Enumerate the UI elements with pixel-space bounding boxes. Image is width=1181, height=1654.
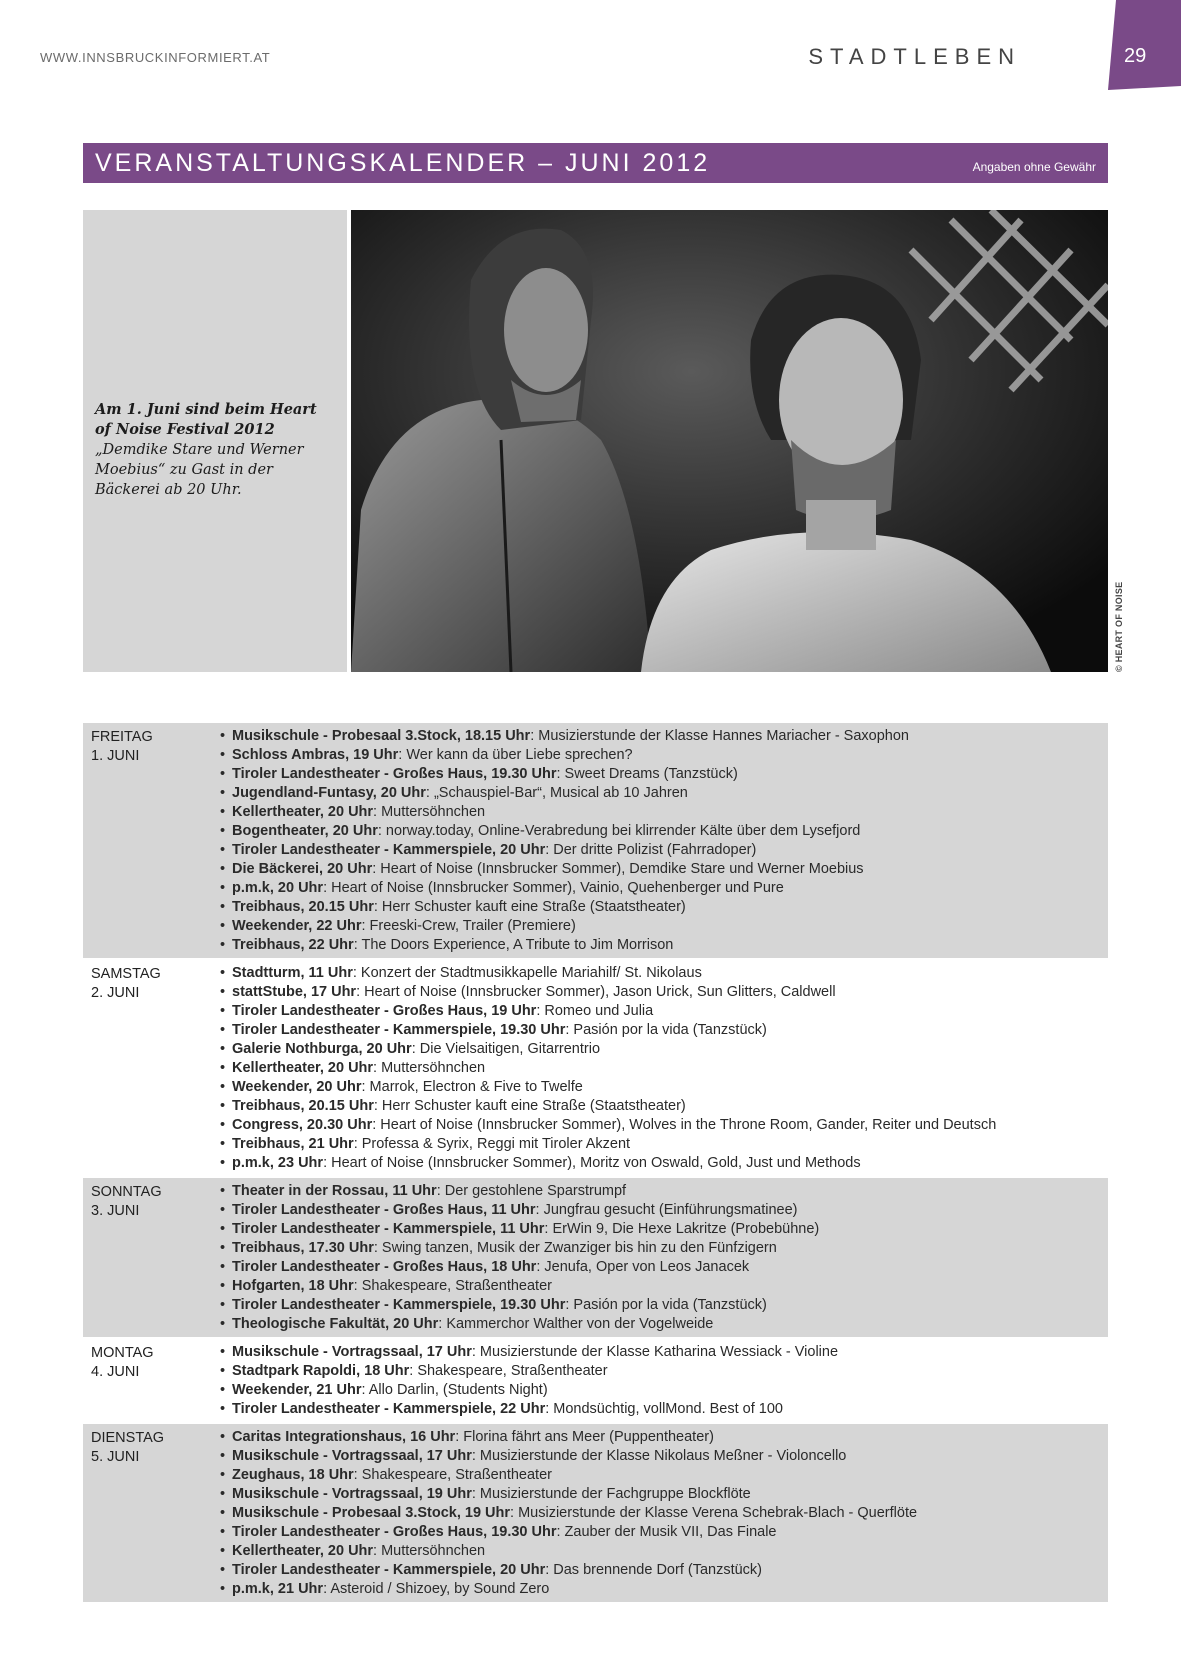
event-venue: Theologische Fakultät, 20 Uhr	[232, 1316, 439, 1332]
event-venue: Tiroler Landestheater - Großes Haus, 19.30 Uhr	[232, 1524, 557, 1540]
event-description: : Asteroid / Shizoey, by Sound Zero	[323, 1581, 550, 1597]
bullet-icon: •	[220, 1117, 226, 1133]
bullet-icon: •	[220, 1543, 226, 1559]
event-venue: Stadtturm, 11 Uhr	[232, 965, 353, 981]
event-description: : Zauber der Musik VII, Das Finale	[556, 1524, 777, 1540]
event-description: : Heart of Noise (Innsbrucker Sommer), Wolves in the Throne Room, Gander, Reiter und Deutsch	[372, 1117, 997, 1133]
event-venue: Kellertheater, 20 Uhr	[232, 804, 374, 820]
event-item	[220, 1220, 1108, 1239]
event-description: : Konzert der Stadtmusikkapelle Mariahilf/ St. Nikolaus	[352, 965, 702, 981]
bullet-icon: •	[220, 1467, 226, 1483]
event-item	[220, 1400, 1108, 1419]
bullet-icon: •	[220, 1316, 226, 1332]
event-description: : Pasión por la vida (Tanzstück)	[565, 1297, 767, 1313]
event-description: : Pasión por la vida (Tanzstück)	[565, 1022, 767, 1038]
event-description: : Das brennende Dorf (Tanzstück)	[545, 1562, 763, 1578]
bullet-icon: •	[220, 766, 226, 782]
bullet-icon: •	[220, 1098, 226, 1114]
event-venue: Zeughaus, 18 Uhr	[232, 1467, 354, 1483]
event-venue: Tiroler Landestheater - Kammerspiele, 20 Uhr	[232, 842, 546, 858]
event-list	[220, 727, 1108, 955]
event-item	[220, 765, 1108, 784]
bullet-icon: •	[220, 728, 226, 744]
event-item	[220, 803, 1108, 822]
day-block	[83, 1178, 1108, 1339]
bullet-icon: •	[220, 1429, 226, 1445]
event-description: : Jenufa, Oper von Leos Janacek	[536, 1259, 750, 1275]
event-description: : Allo Darlin, (Students Night)	[361, 1382, 548, 1398]
weekday: DIENSTAG	[91, 1430, 165, 1446]
event-item	[220, 917, 1108, 936]
event-item	[220, 841, 1108, 860]
event-venue: Jugendland-Funtasy, 20 Uhr	[232, 785, 426, 801]
event-item	[220, 1362, 1108, 1381]
bullet-icon: •	[220, 1155, 226, 1171]
bullet-icon: •	[220, 1448, 226, 1464]
bullet-icon: •	[220, 1505, 226, 1521]
event-item	[220, 1315, 1108, 1334]
event-item	[220, 1116, 1108, 1135]
bullet-icon: •	[220, 965, 226, 981]
day-label	[91, 728, 153, 766]
disclaimer: Angaben ohne Gewähr	[972, 160, 1096, 174]
event-venue: Treibhaus, 20.15 Uhr	[232, 1098, 374, 1114]
event-venue: Congress, 20.30 Uhr	[232, 1117, 373, 1133]
event-item	[220, 1002, 1108, 1021]
event-item	[220, 1078, 1108, 1097]
photo-illustration	[351, 210, 1108, 672]
event-venue: Kellertheater, 20 Uhr	[232, 1060, 374, 1076]
event-venue: Tiroler Landestheater - Großes Haus, 19 Uhr	[232, 1003, 537, 1019]
caption-bold: Am 1. Juni sind beim Heart of Noise Festival 2012	[95, 401, 317, 438]
day-label	[91, 1344, 154, 1382]
event-venue: Musikschule - Probesaal 3.Stock, 18.15 Uhr	[232, 728, 531, 744]
event-description: : Heart of Noise (Innsbrucker Sommer), Vainio, Quehenberger und Pure	[323, 880, 784, 896]
bullet-icon: •	[220, 1202, 226, 1218]
event-item	[220, 1523, 1108, 1542]
calendar-title: VERANSTALTUNGSKALENDER – JUNI 2012	[95, 149, 711, 177]
event-venue: stattStube, 17 Uhr	[232, 984, 357, 1000]
bullet-icon: •	[220, 880, 226, 896]
event-venue: Musikschule - Vortragssaal, 19 Uhr	[232, 1486, 472, 1502]
event-item	[220, 1296, 1108, 1315]
bullet-icon: •	[220, 984, 226, 1000]
date: 1. JUNI	[91, 748, 140, 764]
event-item	[220, 1182, 1108, 1201]
event-description: : Heart of Noise (Innsbrucker Sommer), Jason Urick, Sun Glitters, Caldwell	[356, 984, 836, 1000]
photo-caption-box	[83, 210, 347, 672]
event-description: : Shakespeare, Straßentheater	[353, 1278, 552, 1294]
event-venue: Treibhaus, 17.30 Uhr	[232, 1240, 374, 1256]
date: 5. JUNI	[91, 1449, 140, 1465]
event-description: : Heart of Noise (Innsbrucker Sommer), Moritz von Oswald, Gold, Just und Methods	[323, 1155, 861, 1171]
event-venue: p.m.k, 21 Uhr	[232, 1581, 324, 1597]
event-item	[220, 1154, 1108, 1173]
event-item	[220, 1201, 1108, 1220]
event-venue: Tiroler Landestheater - Großes Haus, 11 Uhr	[232, 1202, 536, 1218]
bullet-icon: •	[220, 899, 226, 915]
event-item	[220, 1466, 1108, 1485]
day-label	[91, 965, 161, 1003]
event-item	[220, 1097, 1108, 1116]
event-venue: Tiroler Landestheater - Kammerspiele, 22 Uhr	[232, 1401, 546, 1417]
bullet-icon: •	[220, 1022, 226, 1038]
event-venue: Hofgarten, 18 Uhr	[232, 1278, 354, 1294]
event-venue: Bogentheater, 20 Uhr	[232, 823, 378, 839]
event-item	[220, 1258, 1108, 1277]
bullet-icon: •	[220, 785, 226, 801]
day-label	[91, 1429, 164, 1467]
event-item	[220, 964, 1108, 983]
event-item	[220, 1381, 1108, 1400]
bullet-icon: •	[220, 1581, 226, 1597]
event-venue: Caritas Integrationshaus, 16 Uhr	[232, 1429, 456, 1445]
bullet-icon: •	[220, 1240, 226, 1256]
event-item	[220, 1135, 1108, 1154]
event-item	[220, 1428, 1108, 1447]
event-description: : Musizierstunde der Klasse Katharina Wessiack - Violine	[471, 1344, 839, 1360]
event-description: : Herr Schuster kauft eine Straße (Staatstheater)	[373, 899, 686, 915]
event-item	[220, 879, 1108, 898]
day-label	[91, 1183, 162, 1221]
event-description: : Romeo und Julia	[536, 1003, 654, 1019]
bullet-icon: •	[220, 1221, 226, 1237]
event-venue: Tiroler Landestheater - Kammerspiele, 20 Uhr	[232, 1562, 546, 1578]
event-description: : „Schauspiel-Bar“, Musical ab 10 Jahren	[425, 785, 688, 801]
event-venue: Die Bäckerei, 20 Uhr	[232, 861, 373, 877]
day-block	[83, 1424, 1108, 1604]
weekday: SAMSTAG	[91, 966, 161, 982]
bullet-icon: •	[220, 1486, 226, 1502]
calendar-title-bar	[83, 143, 1108, 183]
caption-text: „Demdike Stare und Werner Moebius“ zu Gast in der Bäckerei ab 20 Uhr.	[95, 442, 304, 498]
event-item	[220, 1239, 1108, 1258]
weekday: FREITAG	[91, 729, 153, 745]
event-venue: Tiroler Landestheater - Kammerspiele, 19.30 Uhr	[232, 1022, 566, 1038]
event-venue: Tiroler Landestheater - Großes Haus, 19.30 Uhr	[232, 766, 557, 782]
event-venue: p.m.k, 20 Uhr	[232, 880, 324, 896]
weekday: MONTAG	[91, 1345, 154, 1361]
event-venue: Musikschule - Probesaal 3.Stock, 19 Uhr	[232, 1505, 511, 1521]
event-description: : Musizierstunde der Klasse Hannes Mariacher - Saxophon	[530, 728, 909, 744]
event-item	[220, 1542, 1108, 1561]
date: 3. JUNI	[91, 1203, 140, 1219]
event-venue: Treibhaus, 21 Uhr	[232, 1136, 354, 1152]
event-description: : norway.today, Online-Verabredung bei klirrender Kälte über dem Lysefjord	[377, 823, 861, 839]
bullet-icon: •	[220, 1136, 226, 1152]
bullet-icon: •	[220, 1003, 226, 1019]
event-description: : Shakespeare, Straßentheater	[353, 1467, 552, 1483]
event-venue: Musikschule - Vortragssaal, 17 Uhr	[232, 1448, 472, 1464]
event-item	[220, 1277, 1108, 1296]
event-description: : Heart of Noise (Innsbrucker Sommer), Demdike Stare und Werner Moebius	[372, 861, 864, 877]
event-item	[220, 727, 1108, 746]
photo-caption	[95, 400, 333, 500]
event-description: : Muttersöhnchen	[373, 1060, 486, 1076]
event-item	[220, 1447, 1108, 1466]
bullet-icon: •	[220, 861, 226, 877]
event-venue: Musikschule - Vortragssaal, 17 Uhr	[232, 1344, 472, 1360]
event-description: : Musizierstunde der Klasse Verena Schebrak-Blach - Querflöte	[510, 1505, 918, 1521]
event-description: : Shakespeare, Straßentheater	[409, 1363, 608, 1379]
day-block	[83, 723, 1108, 960]
event-description: : Mondsüchtig, vollMond. Best of 100	[545, 1401, 783, 1417]
event-venue: Tiroler Landestheater - Großes Haus, 18 Uhr	[232, 1259, 537, 1275]
site-url: WWW.INNSBRUCKINFORMIERT.AT	[40, 50, 271, 65]
event-item	[220, 1343, 1108, 1362]
event-item	[220, 983, 1108, 1002]
weekday: SONNTAG	[91, 1184, 162, 1200]
event-item	[220, 1580, 1108, 1599]
bullet-icon: •	[220, 937, 226, 953]
event-venue: Schloss Ambras, 19 Uhr	[232, 747, 399, 763]
event-description: : Jungfrau gesucht (Einführungsmatinee)	[535, 1202, 798, 1218]
bullet-icon: •	[220, 1060, 226, 1076]
event-description: : Wer kann da über Liebe sprechen?	[398, 747, 633, 763]
page-number: 29	[1124, 45, 1147, 67]
event-list	[220, 1343, 1108, 1419]
event-calendar	[83, 723, 1108, 1604]
event-description: : The Doors Experience, A Tribute to Jim Morrison	[353, 937, 674, 953]
event-item	[220, 1021, 1108, 1040]
event-venue: p.m.k, 23 Uhr	[232, 1155, 324, 1171]
event-venue: Weekender, 21 Uhr	[232, 1382, 362, 1398]
event-venue: Kellertheater, 20 Uhr	[232, 1543, 374, 1559]
event-item	[220, 1059, 1108, 1078]
event-description: : Musizierstunde der Fachgruppe Blockflöte	[471, 1486, 751, 1502]
event-venue: Tiroler Landestheater - Kammerspiele, 11 Uhr	[232, 1221, 545, 1237]
event-list	[220, 1182, 1108, 1334]
event-description: : Kammerchor Walther von der Vogelweide	[438, 1316, 714, 1332]
event-description: : Muttersöhnchen	[373, 804, 486, 820]
bullet-icon: •	[220, 1562, 226, 1578]
event-venue: Theater in der Rossau, 11 Uhr	[232, 1183, 437, 1199]
event-venue: Weekender, 20 Uhr	[232, 1079, 362, 1095]
event-item	[220, 1485, 1108, 1504]
section-name: STADTLEBEN	[808, 44, 1021, 69]
date: 2. JUNI	[91, 985, 140, 1001]
bullet-icon: •	[220, 1259, 226, 1275]
event-item	[220, 936, 1108, 955]
photo-credit: © HEART OF NOISE	[1114, 581, 1124, 672]
bullet-icon: •	[220, 918, 226, 934]
event-list	[220, 1428, 1108, 1599]
event-description: : Swing tanzen, Musik der Zwanziger bis hin zu den Fünfzigern	[373, 1240, 777, 1256]
bullet-icon: •	[220, 1183, 226, 1199]
event-description: : Marrok, Electron & Five to Twelfe	[361, 1079, 583, 1095]
event-description: : Die Vielsaitigen, Gitarrentrio	[411, 1041, 601, 1057]
event-venue: Galerie Nothburga, 20 Uhr	[232, 1041, 412, 1057]
bullet-icon: •	[220, 1297, 226, 1313]
bullet-icon: •	[220, 804, 226, 820]
event-list	[220, 964, 1108, 1173]
event-venue: Treibhaus, 22 Uhr	[232, 937, 354, 953]
bullet-icon: •	[220, 1382, 226, 1398]
event-item	[220, 860, 1108, 879]
event-item	[220, 1040, 1108, 1059]
event-description: : Freeski-Crew, Trailer (Premiere)	[361, 918, 576, 934]
bullet-icon: •	[220, 1041, 226, 1057]
bullet-icon: •	[220, 747, 226, 763]
event-description: : Sweet Dreams (Tanzstück)	[556, 766, 738, 782]
event-description: : Professa & Syrix, Reggi mit Tiroler Akzent	[353, 1136, 631, 1152]
event-item	[220, 1561, 1108, 1580]
event-venue: Weekender, 22 Uhr	[232, 918, 362, 934]
event-item	[220, 784, 1108, 803]
bullet-icon: •	[220, 842, 226, 858]
event-description: : Herr Schuster kauft eine Straße (Staatstheater)	[373, 1098, 686, 1114]
bullet-icon: •	[220, 1344, 226, 1360]
event-item	[220, 1504, 1108, 1523]
date: 4. JUNI	[91, 1364, 140, 1380]
event-description: : Muttersöhnchen	[373, 1543, 486, 1559]
event-description: : Der dritte Polizist (Fahrradoper)	[545, 842, 757, 858]
event-venue: Tiroler Landestheater - Kammerspiele, 19.30 Uhr	[232, 1297, 566, 1313]
bullet-icon: •	[220, 1278, 226, 1294]
bullet-icon: •	[220, 1524, 226, 1540]
bullet-icon: •	[220, 1079, 226, 1095]
feature-photo	[351, 210, 1108, 672]
bullet-icon: •	[220, 823, 226, 839]
event-description: : ErWin 9, Die Hexe Lakritze (Probebühne)	[544, 1221, 820, 1237]
event-description: : Der gestohlene Sparstrumpf	[436, 1183, 627, 1199]
event-item	[220, 746, 1108, 765]
event-description: : Florina fährt ans Meer (Puppentheater)	[455, 1429, 714, 1445]
event-venue: Treibhaus, 20.15 Uhr	[232, 899, 374, 915]
bullet-icon: •	[220, 1401, 226, 1417]
event-item	[220, 898, 1108, 917]
event-description: : Musizierstunde der Klasse Nikolaus Meßner - Violoncello	[471, 1448, 847, 1464]
day-block	[83, 1339, 1108, 1424]
bullet-icon: •	[220, 1363, 226, 1379]
event-item	[220, 822, 1108, 841]
day-block	[83, 960, 1108, 1178]
event-venue: Stadtpark Rapoldi, 18 Uhr	[232, 1363, 410, 1379]
